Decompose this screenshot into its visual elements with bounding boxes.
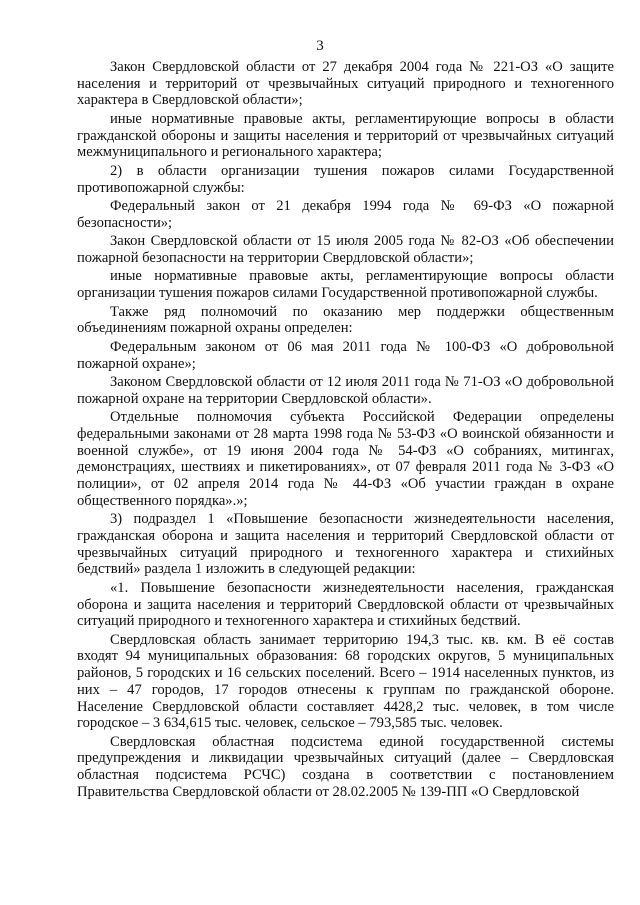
paragraph: Также ряд полномочий по оказанию мер поддержки общественным объединениям пожарной охраны определен: (77, 303, 614, 337)
paragraph: Отдельные полномочия субъекта Российской Федерации определены федеральными законами от 28 марта 1998 года № 53-ФЗ «О воинской обязанности и военной службе», от 19 июня 2004 года № 54-ФЗ «О собраниях, митингах, демонстрациях, шествиях и пикетированиях», от 07 февраля 2011 года № 3-ФЗ «О полиции», от 02 апреля 2014 года № 44-ФЗ «Об участии граждан в охране общественного порядка».»; (77, 409, 614, 509)
paragraph: «1. Повышение безопасности жизнедеятельности населения, гражданская оборона и защита населения и территорий Свердловской области от чрезвычайных ситуаций природного и техногенного характера и стихийных бедствий. (77, 579, 614, 630)
paragraph: 3) подраздел 1 «Повышение безопасности жизнедеятельности населения, гражданская оборона и защита населения и территорий Свердловской области от чрезвычайных ситуаций природного и техногенного характера и стихийных бедствий» раздела 1 изложить в следующей редакции: (77, 511, 614, 578)
document-body (77, 59, 614, 802)
paragraph: 2) в области организации тушения пожаров силами Государственной противопожарной службы: (77, 162, 614, 196)
paragraph: Законом Свердловской области от 12 июля 2011 года № 71-ОЗ «О добровольной пожарной охране на территории Свердловской области». (77, 374, 614, 407)
paragraph: Свердловская областная подсистема единой государственной системы предупреждения и ликвидации чрезвычайных ситуаций (далее – Свердловская областная подсистема РСЧС) создана в соответствии с постановлением Правительства Свердловской области от 28.02.2005 № 139-ПП «О Свердловской (77, 733, 614, 800)
paragraph: Свердловская область занимает территорию 194,3 тыс. кв. км. В её состав входят 94 муниципальных образования: 68 городских округов, 5 муниципальных районов, 5 городских и 16 сельских поселений. Всего – 1914 населенных пунктов, из них – 47 городов, 17 городов отнесены к группам по гражданской обороне. Население Свердловской области составляет 4428,2 тыс. человек, в том числе городское – 3 634,615 тыс. человек, сельское – 793,585 тыс. человек. (77, 631, 614, 732)
paragraph: Федеральный закон от 21 декабря 1994 года № 69-ФЗ «О пожарной безопасности»; (77, 198, 614, 231)
paragraph: Закон Свердловской области от 15 июля 2005 года № 82-ОЗ «Об обеспечении пожарной безопасности на территории Свердловской области»; (77, 233, 614, 266)
paragraph: иные нормативные правовые акты, регламентирующие вопросы области организации тушения пожаров силами Государственной противопожарной службы. (77, 268, 614, 302)
page-number: 3 (316, 38, 324, 54)
paragraph: иные нормативные правовые акты, регламентирующие вопросы в области гражданской обороны и защиты населения и территорий от чрезвычайных ситуаций межмуниципального и регионального характера; (77, 110, 614, 161)
paragraph: Федеральным законом от 06 мая 2011 года № 100-ФЗ «О добровольной пожарной охране»; (77, 338, 614, 372)
paragraph: Закон Свердловской области от 27 декабря 2004 года № 221-ОЗ «О защите населения и территорий от чрезвычайных ситуаций природного и техногенного характера в Свердловской области»; (77, 59, 614, 109)
